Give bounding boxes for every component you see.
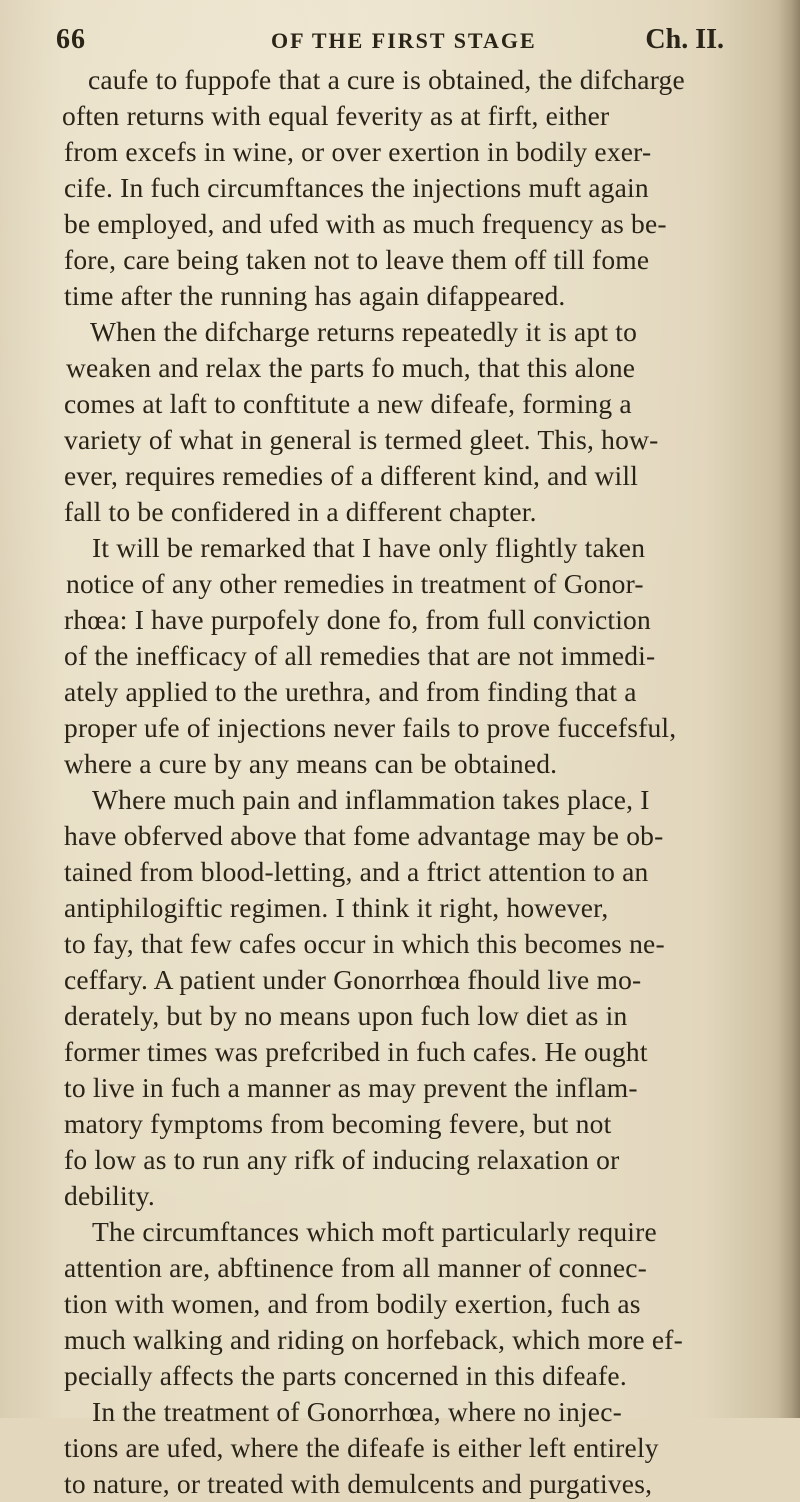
running-head: OF THE FIRST STAGE	[271, 28, 537, 53]
chapter-reference: Ch. II.	[645, 24, 724, 55]
text-line: The circumftances which moft particularly require	[92, 1216, 657, 1247]
text-line: derately, but by no means upon fuch low diet as in	[64, 1000, 628, 1031]
text-line: fall to be confidered in a different chapter.	[64, 496, 537, 527]
text-line: It will be remarked that I have only flightly taken	[92, 532, 646, 563]
text-line: where a cure by any means can be obtained.	[64, 748, 558, 779]
text-line: tions are ufed, where the difeafe is either left entirely	[64, 1432, 659, 1463]
text-line: have obferved above that fome advantage may be ob-	[64, 820, 664, 851]
text-line: tion with women, and from bodily exertion, fuch as	[64, 1288, 641, 1319]
text-line: cife. In fuch circumftances the injections muft again	[64, 172, 649, 203]
text-line: In the treatment of Gonorrhœa, where no injec-	[92, 1396, 622, 1427]
text-line: rhœa: I have purpofely done fo, from full conviction	[64, 604, 651, 635]
text-line: of the inefficacy of all remedies that are not immedi-	[64, 640, 656, 671]
text-line: weaken and relax the parts fo much, that this alone	[66, 352, 636, 383]
page-header	[56, 18, 736, 62]
text-line: from excefs in wine, or over exertion in bodily exer-	[64, 136, 652, 167]
text-line: Where much pain and inflammation takes place, I	[92, 784, 650, 815]
text-line: to nature, or treated with demulcents and purgatives,	[64, 1468, 653, 1499]
text-line: tained from blood-letting, and a ftrict attention to an	[64, 856, 649, 887]
page-number: 66	[56, 24, 86, 55]
text-line: often returns with equal feverity as at firft, either	[62, 100, 610, 131]
text-line: antiphilogiftic regimen. I think it right, however,	[64, 892, 609, 923]
text-line: ever, requires remedies of a different kind, and will	[64, 460, 639, 491]
text-line: former times was prefcribed in fuch cafes. He ought	[64, 1036, 648, 1067]
text-line: attention are, abftinence from all manner of connec-	[64, 1252, 648, 1283]
text-line: pecially affects the parts concerned in this difeafe.	[64, 1360, 627, 1391]
text-line: fore, care being taken not to leave them off till fome	[64, 244, 650, 275]
text-line: comes at laft to conftitute a new difeafe, forming a	[64, 388, 632, 419]
text-line: debility.	[64, 1180, 155, 1211]
text-line: to fay, that few cafes occur in which this becomes ne-	[64, 928, 665, 959]
text-line: notice of any other remedies in treatment of Gonor-	[66, 568, 644, 599]
text-line: much walking and riding on horfeback, which more ef-	[64, 1324, 684, 1355]
text-line: be employed, and ufed with as much frequency as be-	[64, 208, 667, 239]
text-line: When the difcharge returns repeatedly it is apt to	[90, 316, 638, 347]
text-line: to live in fuch a manner as may prevent the inflam-	[64, 1072, 638, 1103]
text-line: variety of what in general is termed gleet. This, how-	[64, 424, 659, 455]
text-line: ceffary. A patient under Gonorrhœa fhould live mo-	[64, 964, 642, 995]
text-line: time after the running has again difappeared.	[64, 280, 566, 311]
text-line: fo low as to run any rifk of inducing relaxation or	[64, 1144, 620, 1175]
text-line: caufe to fuppofe that a cure is obtained, the difcharge	[88, 64, 685, 95]
text-line: matory fymptoms from becoming fevere, but not	[64, 1108, 612, 1139]
page-edge-shadow	[778, 0, 800, 1418]
text-line: proper ufe of injections never fails to prove fuccefsful,	[64, 712, 677, 743]
text-line: ately applied to the urethra, and from finding that a	[64, 676, 637, 707]
